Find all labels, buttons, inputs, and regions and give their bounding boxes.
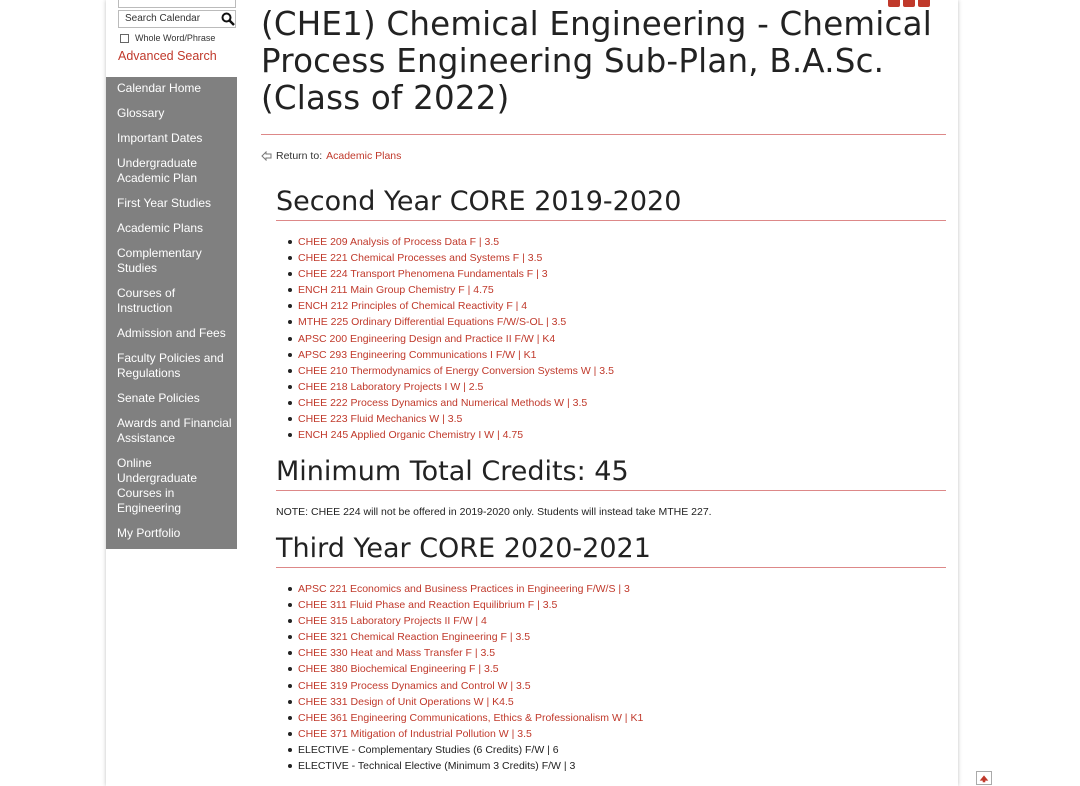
- course-link[interactable]: CHEE 210 Thermodynamics of Energy Conversion Systems W | 3.5: [298, 364, 614, 377]
- min-credits-heading: Minimum Total Credits: 45: [276, 456, 946, 491]
- nav-item-senate-policies[interactable]: Senate Policies: [117, 391, 200, 405]
- third-year-heading: Third Year CORE 2020-2021: [276, 533, 946, 568]
- nav-item-online-courses[interactable]: Online Undergraduate Courses in Engineering: [117, 456, 198, 515]
- course-item: [298, 427, 614, 443]
- course-item: [298, 379, 614, 395]
- course-item: [298, 597, 643, 613]
- third-year-course-list: [298, 581, 643, 774]
- course-link[interactable]: CHEE 224 Transport Phenomena Fundamentals F | 3: [298, 268, 548, 281]
- course-item: [298, 395, 614, 411]
- course-link[interactable]: CHEE 361 Engineering Communications, Ethics & Professionalism W | K1: [298, 711, 644, 724]
- page-title: (CHE1) Chemical Engineering - Chemical Process Engineering Sub-Plan, B.A.Sc.(Class of 2022): [261, 5, 932, 117]
- advanced-search-link[interactable]: Advanced Search: [118, 49, 217, 63]
- course-link[interactable]: CHEE 315 Laboratory Projects II F/W | 4: [298, 615, 487, 628]
- second-year-heading: Second Year CORE 2019-2020: [276, 186, 946, 221]
- nav-item-calendar-home[interactable]: Calendar Home: [117, 81, 202, 95]
- course-item: [298, 629, 643, 645]
- nav-item-important-dates[interactable]: Important Dates: [117, 131, 203, 145]
- course-link[interactable]: ENCH 245 Applied Organic Chemistry I W | 4.75: [298, 429, 524, 442]
- course-item: [298, 314, 614, 330]
- nav-item-faculty-policies[interactable]: Faculty Policies and Regulations: [117, 351, 224, 380]
- course-link[interactable]: ENCH 211 Main Group Chemistry F | 4.75: [298, 284, 494, 297]
- course-link[interactable]: CHEE 209 Analysis of Process Data F | 3.5: [298, 236, 500, 248]
- title-divider: [261, 134, 946, 135]
- course-item: [298, 331, 614, 347]
- search-icon[interactable]: [221, 12, 235, 26]
- course-item: [298, 678, 643, 694]
- nav-item-courses-of-instruction[interactable]: Courses of Instruction: [117, 286, 176, 315]
- course-item: [298, 347, 614, 363]
- return-link[interactable]: Academic Plans: [326, 150, 402, 162]
- second-year-course-list: [298, 234, 614, 443]
- course-link[interactable]: CHEE 311 Fluid Phase and Reaction Equilibrium F | 3.5: [298, 599, 558, 612]
- nav-item-awards[interactable]: Awards and Financial Assistance: [117, 416, 232, 445]
- course-item: [298, 266, 614, 282]
- elective-item: ELECTIVE - Technical Elective (Minimum 3 Credits) F/W | 3: [298, 758, 643, 774]
- course-item: [298, 363, 614, 379]
- course-link[interactable]: CHEE 319 Process Dynamics and Control W | 3.5: [298, 679, 531, 692]
- course-link[interactable]: CHEE 221 Chemical Processes and Systems F | 3.5: [298, 252, 543, 265]
- course-link[interactable]: CHEE 371 Mitigation of Industrial Pollution W | 3.5: [298, 727, 532, 740]
- course-link[interactable]: APSC 200 Engineering Design and Practice II F/W | K4: [298, 332, 556, 345]
- whole-word-checkbox[interactable]: [120, 34, 129, 43]
- course-link[interactable]: CHEE 218 Laboratory Projects I W | 2.5: [298, 380, 484, 393]
- nav-item-complementary-studies[interactable]: Complementary Studies: [117, 246, 202, 275]
- whole-word-checkbox-row[interactable]: [120, 33, 215, 43]
- course-link[interactable]: CHEE 321 Chemical Reaction Engineering F | 3.5: [298, 631, 531, 644]
- back-arrow-icon: [261, 151, 272, 161]
- search-box-top: [118, 0, 236, 8]
- course-item: [298, 710, 643, 726]
- course-item: [298, 694, 643, 710]
- course-link[interactable]: APSC 293 Engineering Communications I F/W | K1: [298, 348, 537, 361]
- course-item: [298, 411, 614, 427]
- nav-item-glossary[interactable]: Glossary: [117, 106, 165, 120]
- nav-item-undergraduate-academic-plan[interactable]: Undergraduate Academic Plan: [117, 156, 198, 185]
- course-link[interactable]: APSC 221 Economics and Business Practices in Engineering F/W/S | 3: [298, 583, 630, 595]
- course-item: [298, 726, 643, 742]
- course-item: [298, 298, 614, 314]
- back-to-top-icon[interactable]: [976, 771, 992, 785]
- elective-item: ELECTIVE - Complementary Studies (6 Credits) F/W | 6: [298, 742, 643, 758]
- sidebar-nav: [106, 77, 237, 549]
- return-breadcrumb: [261, 150, 401, 162]
- whole-word-label: Whole Word/Phrase: [135, 33, 216, 43]
- nav-item-admission-and-fees[interactable]: Admission and Fees: [117, 326, 226, 340]
- course-link[interactable]: ENCH 212 Principles of Chemical Reactivity F | 4: [298, 300, 528, 313]
- course-link[interactable]: CHEE 330 Heat and Mass Transfer F | 3.5: [298, 647, 496, 660]
- nav-item-my-portfolio[interactable]: My Portfolio: [117, 526, 181, 540]
- return-label: Return to:: [276, 150, 323, 162]
- course-link[interactable]: CHEE 331 Design of Unit Operations W | K4.5: [298, 695, 514, 708]
- course-item: [298, 282, 614, 298]
- course-item: [298, 661, 643, 677]
- course-link[interactable]: CHEE 380 Biochemical Engineering F | 3.5: [298, 663, 499, 676]
- course-link[interactable]: CHEE 223 Fluid Mechanics W | 3.5: [298, 413, 463, 426]
- course-item: [298, 613, 643, 629]
- page-container: [106, 0, 958, 786]
- search-input[interactable]: Search Calendar: [118, 10, 236, 28]
- course-item: [298, 234, 614, 250]
- course-link[interactable]: CHEE 222 Process Dynamics and Numerical Methods W | 3.5: [298, 396, 588, 409]
- course-link[interactable]: MTHE 225 Ordinary Differential Equations F/W/S-OL | 3.5: [298, 316, 567, 329]
- note-text: NOTE: CHEE 224 will not be offered in 2019-2020 only. Students will instead take MTHE 227.: [276, 506, 712, 518]
- course-item: [298, 645, 643, 661]
- course-item: [298, 250, 614, 266]
- nav-item-academic-plans[interactable]: Academic Plans: [117, 221, 204, 235]
- nav-item-first-year-studies[interactable]: First Year Studies: [117, 196, 212, 210]
- course-item: [298, 581, 643, 597]
